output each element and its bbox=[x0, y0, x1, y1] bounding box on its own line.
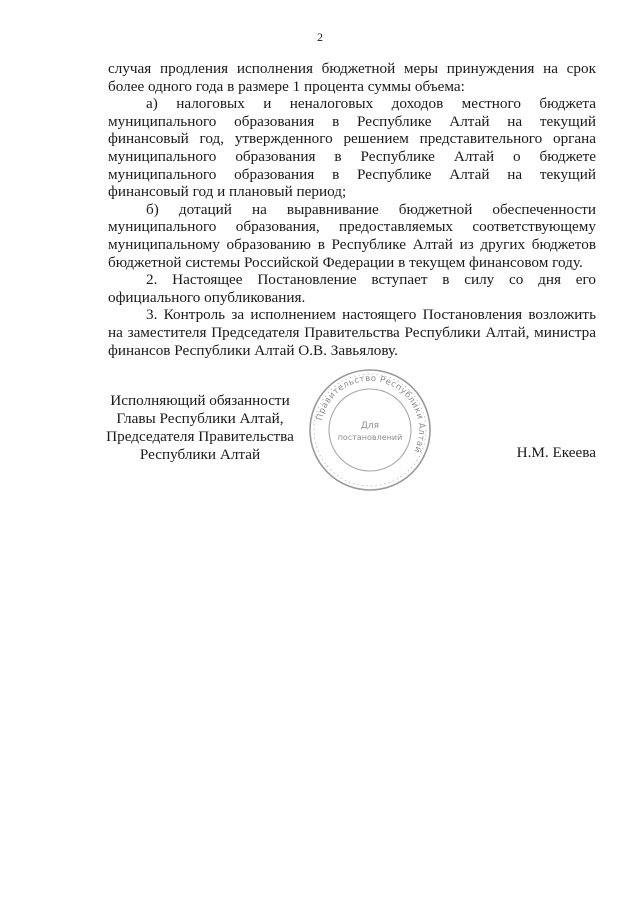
page-number: 2 bbox=[317, 30, 323, 44]
signatory-title-line: Исполняющий обязанности bbox=[110, 392, 290, 409]
paragraph-item-a: а) налоговых и неналоговых доходов местного бюджета муниципального образования в Республике Алтай на текущий финансовый год, утвержденного решением представительного органа муниципального образования в Республике Алтай о бюджете муниципального образования в Республике Алтай на текущий финансовый год и плановый период; bbox=[108, 95, 596, 201]
body-text bbox=[108, 60, 596, 359]
signatory-title-line: Главы Республики Алтай, bbox=[116, 410, 284, 427]
signatory-title bbox=[100, 392, 300, 464]
signatory-title-line: Председателя Правительства bbox=[106, 428, 294, 445]
stamp-center-line2: постановлений bbox=[337, 433, 403, 442]
paragraph-clause-3: 3. Контроль за исполнением настоящего Постановления возложить на заместителя Председателя Правительства Республики Алтай, министра финансов Республики Алтай О.В. Завьялову. bbox=[108, 306, 596, 359]
paragraph-intro: случая продления исполнения бюджетной меры принуждения на срок более одного года в размере 1 процента суммы объема: bbox=[108, 60, 596, 95]
signatory-name: Н.М. Екеева bbox=[516, 444, 596, 461]
paragraph-clause-2: 2. Настоящее Постановление вступает в силу со дня его официального опубликования. bbox=[108, 271, 596, 306]
paragraph-item-b: б) дотаций на выравнивание бюджетной обеспеченности муниципального образования, предоставляемых соответствующему муниципальному образованию в Республике Алтай из других бюджетов бюджетной системы Российской Федерации в текущем финансовом году. bbox=[108, 200, 596, 271]
stamp-outer-text: Правительство Республики Алтай bbox=[314, 373, 427, 455]
signatory-title-line: Республики Алтай bbox=[139, 446, 261, 463]
official-stamp bbox=[308, 368, 432, 492]
stamp-center-line1: Для bbox=[360, 421, 380, 431]
